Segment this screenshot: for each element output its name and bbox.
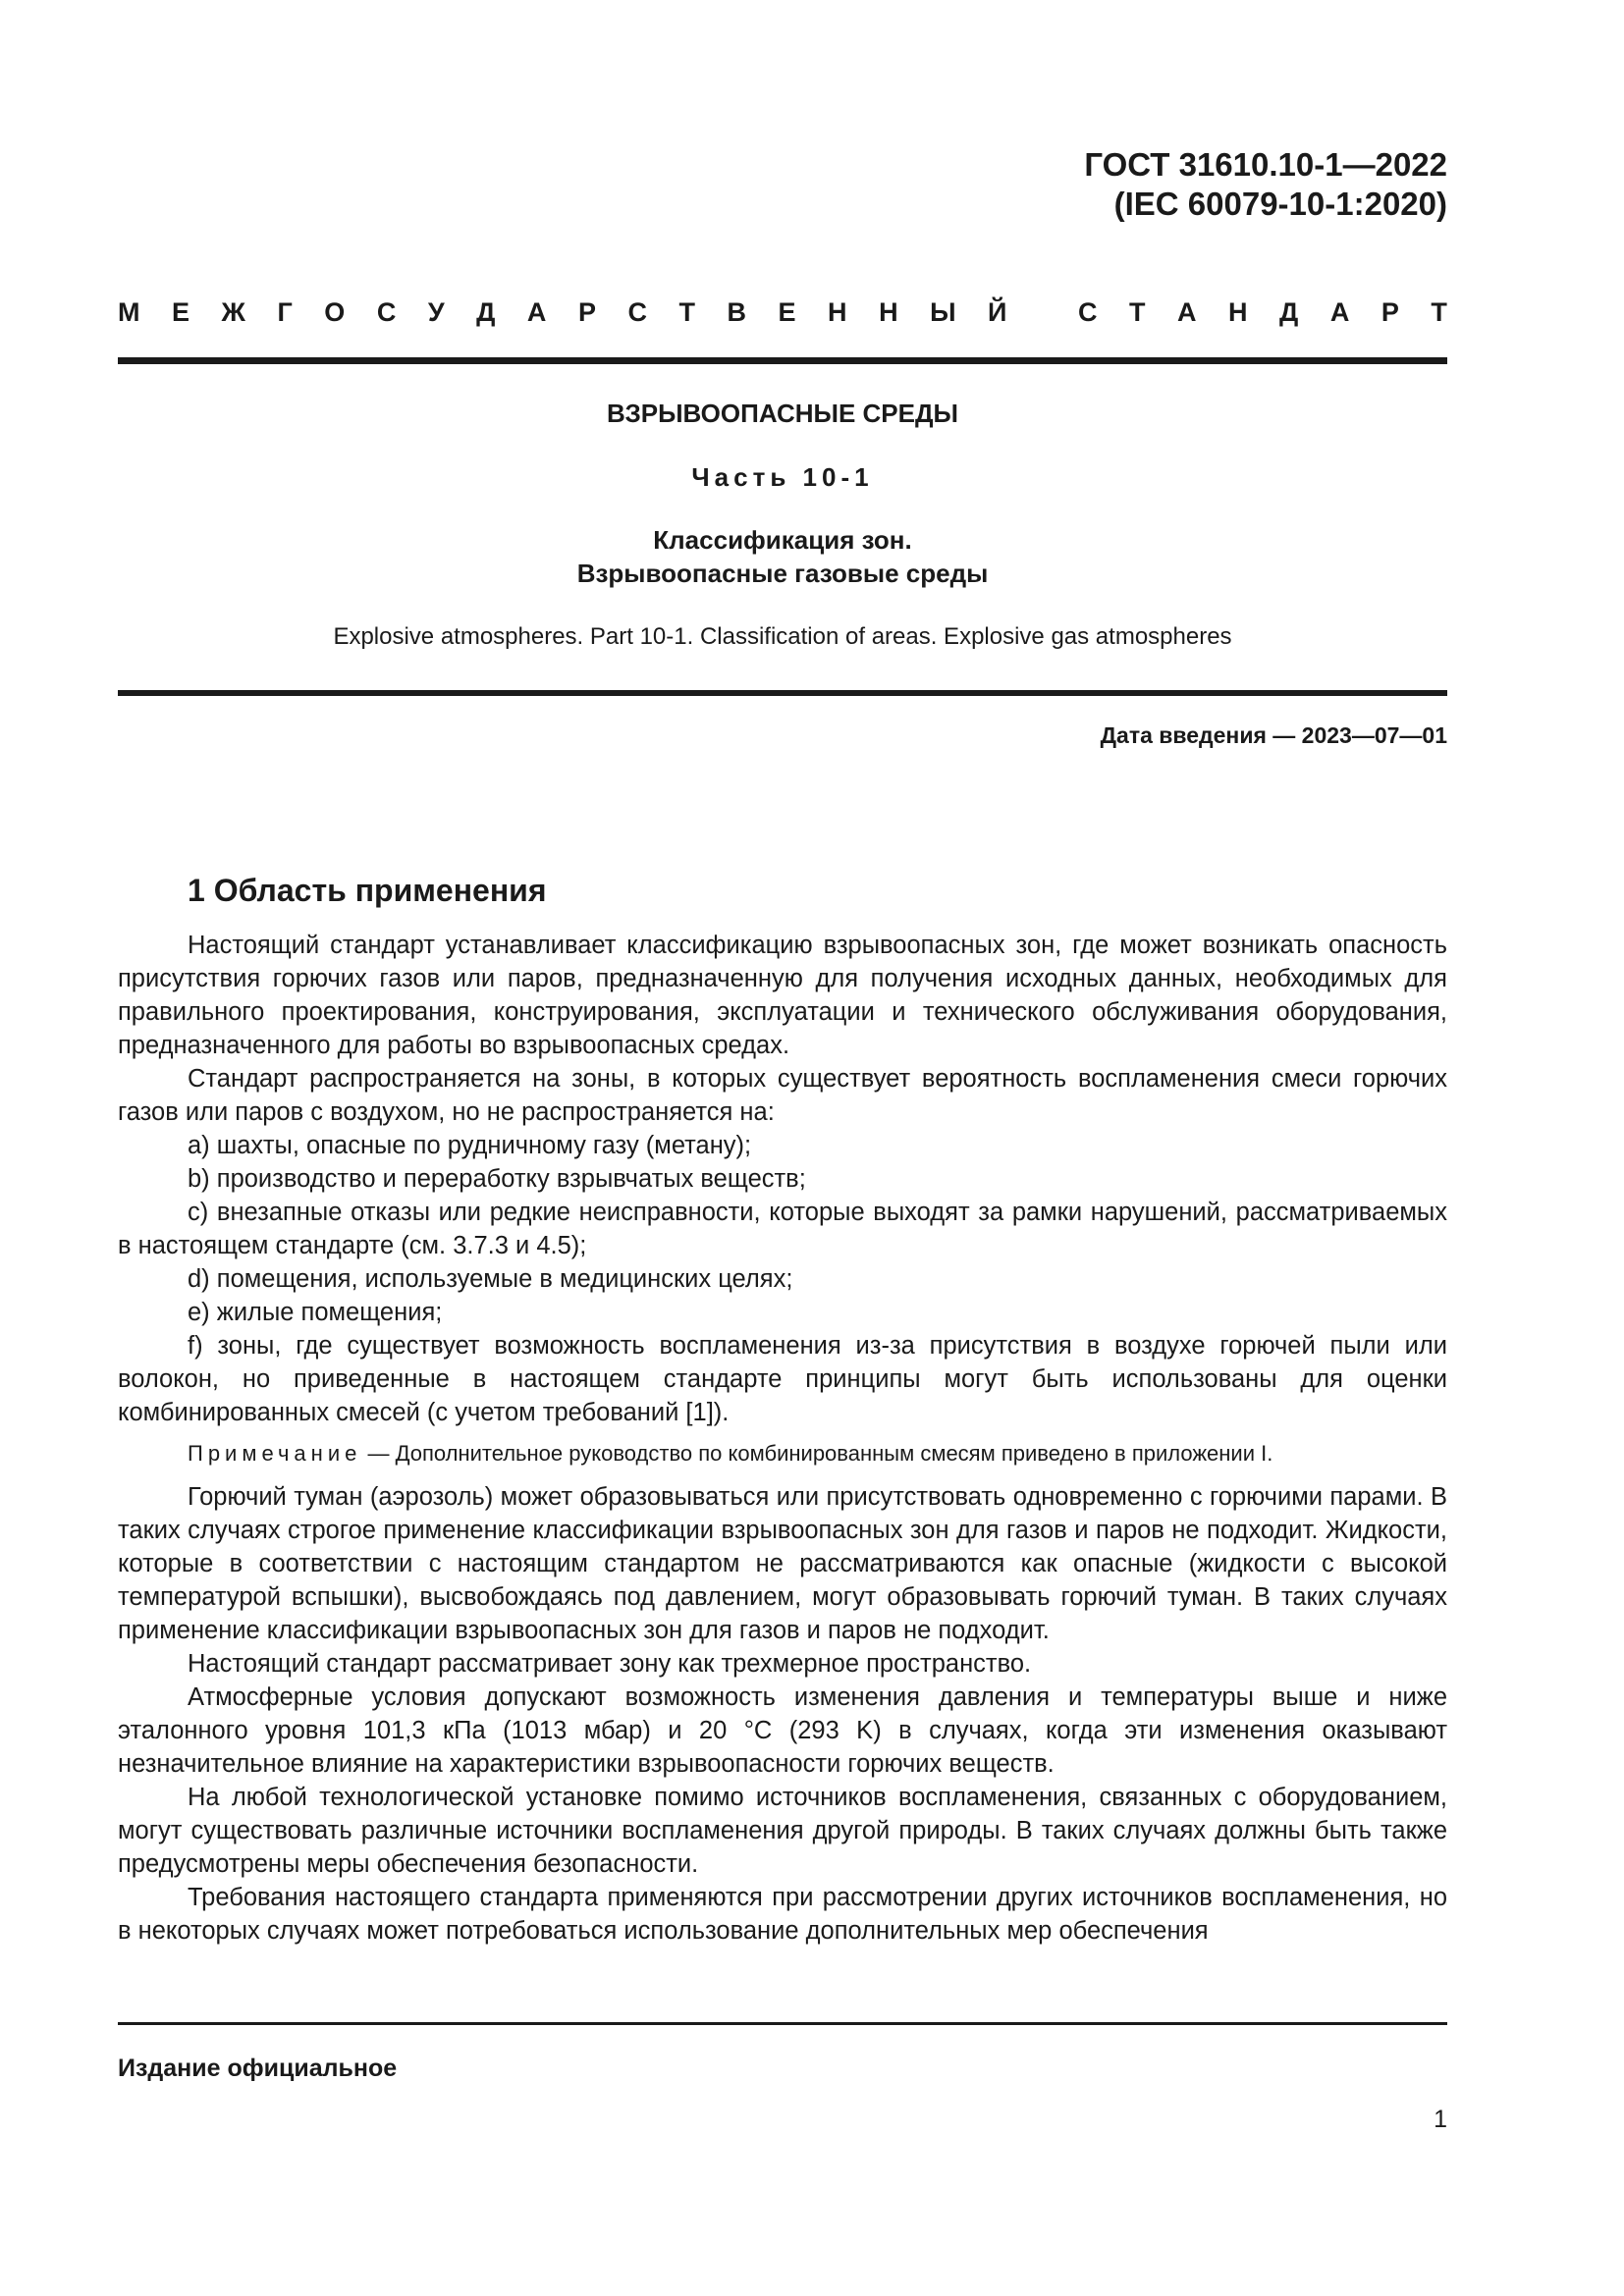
list-item: b) производство и переработку взрывчатых веществ; — [188, 1165, 806, 1193]
note-text: — Дополнительное руководство по комбинированным смесям приведено в приложении I. — [361, 1441, 1273, 1466]
document-part: Часть 10-1 — [691, 462, 874, 492]
banner-letter: М — [118, 296, 140, 327]
banner-letter: О — [324, 296, 346, 327]
list-item: a) шахты, опасные по рудничному газу (метану); — [188, 1132, 752, 1159]
banner-letter: Г — [277, 296, 293, 327]
middle-divider — [118, 690, 1447, 696]
banner-letter: Н — [1228, 296, 1248, 327]
section-body — [118, 929, 1447, 1948]
banner-letter: А — [1177, 296, 1197, 327]
banner-letter: Д — [1279, 296, 1299, 327]
banner-letter: Д — [476, 296, 496, 327]
standard-code: ГОСТ 31610.10-1—2022 — [1084, 146, 1447, 183]
list-item: e) жилые помещения; — [188, 1299, 443, 1326]
document-title: ВЗРЫВООПАСНЫЕ СРЕДЫ — [607, 399, 958, 428]
list-item: f) зоны, где существует возможность воспламенения из-за присутствия в воздухе горючей пыли или волокон, но приведенные в настоящем стандарте принципы могут быть использованы для оценки комбинированных смесей (с учетом требований [1]). — [118, 1332, 1447, 1426]
banner-letter: У — [427, 296, 445, 327]
footer-divider — [118, 2022, 1447, 2025]
note — [118, 1439, 1447, 1468]
document-codes — [1084, 145, 1447, 224]
page-number: 1 — [1434, 2106, 1447, 2133]
english-title: Explosive atmospheres. Part 10-1. Classification of areas. Explosive gas atmospheres — [333, 623, 1232, 650]
banner-letter: А — [526, 296, 547, 327]
banner-letter: Н — [828, 296, 847, 327]
banner-letter: Т — [678, 296, 695, 327]
banner-letter: Р — [577, 296, 596, 327]
paragraph: Атмосферные условия допускают возможность изменения давления и температуры выше и ниже эталонного уровня 101,3 кПа (1013 мбар) и 20 °C (293 K) в случаях, когда эти изменения оказывают незначительное влияние на характеристики взрывоопасности горючих веществ. — [118, 1683, 1447, 1778]
paragraph: Настоящий стандарт рассматривает зону как трехмерное пространство. — [188, 1650, 1032, 1678]
banner-letter: Ж — [221, 296, 245, 327]
banner-letter: С — [376, 296, 397, 327]
banner-letter: Ы — [930, 296, 956, 327]
subtitle-line: Взрывоопасные газовые среды — [576, 559, 989, 588]
iec-code: (IEC 60079-10-1:2020) — [1113, 186, 1447, 222]
paragraph: Требования настоящего стандарта применяются при рассмотрении других источников воспламенения, но в некоторых случаях может потребоваться использование дополнительных мер обеспечения — [118, 1884, 1447, 1945]
paragraph: Настоящий стандарт устанавливает классификацию взрывоопасных зон, где может возникать опасность присутствия горючих газов или паров, предназначенную для получения исходных данных, необходимых для правильного проектирования, конструирования, эксплуатации и технического обслуживания оборудования, предназначенного для работы во взрывоопасных средах. — [118, 932, 1447, 1059]
banner-letter: Т — [1431, 296, 1447, 327]
paragraph: Стандарт распространяется на зоны, в которых существует вероятность воспламенения смеси горючих газов или паров с воздухом, но не распространяется на: — [118, 1065, 1447, 1126]
banner-letter: Й — [988, 296, 1007, 327]
banner-letter: С — [627, 296, 647, 327]
banner-letter: Е — [172, 296, 190, 327]
section-heading: 1 Область применения — [188, 873, 547, 908]
subtitle-line: Классификация зон. — [653, 525, 912, 555]
banner-gap — [1039, 297, 1047, 328]
banner-letter: Н — [879, 296, 898, 327]
paragraph: На любой технологической установке помимо источников воспламенения, связанных с оборудованием, могут существовать различные источники воспламенения другой природы. В таких случаях должны быть также предусмотрены меры обеспечения безопасности. — [118, 1784, 1447, 1878]
introduction-date: Дата введения — 2023—07—01 — [1100, 722, 1447, 748]
banner-letter: А — [1329, 296, 1350, 327]
list-item: d) помещения, используемые в медицинских целях; — [188, 1265, 793, 1293]
official-edition-label: Издание официальное — [118, 2055, 398, 2082]
banner-letter: С — [1077, 296, 1098, 327]
banner-letter: Р — [1380, 296, 1399, 327]
banner-letter: Е — [778, 296, 796, 327]
banner-letter: Т — [1129, 296, 1146, 327]
note-label: Примечание — [188, 1441, 362, 1466]
top-divider — [118, 357, 1447, 364]
interstate-standard-banner — [118, 293, 1447, 332]
document-subtitle — [118, 523, 1447, 590]
list-item: c) внезапные отказы или редкие неисправности, которые выходят за рамки нарушений, рассматриваемых в настоящем стандарте (см. 3.7.3 и 4.5); — [118, 1199, 1447, 1259]
paragraph: Горючий туман (аэрозоль) может образовываться или присутствовать одновременно с горючими парами. В таких случаях строгое применение классификации взрывоопасных зон для газов и паров не подходит. Жидкости, которые в соответствии с настоящим стандартом не рассматриваются как опасные (жидкости с высокой температурой вспышки), высвобождаясь под давлением, могут образовывать горючий туман. В таких случаях применение классификации взрывоопасных зон для газов и паров не подходит. — [118, 1483, 1447, 1644]
banner-letter: В — [727, 296, 746, 327]
